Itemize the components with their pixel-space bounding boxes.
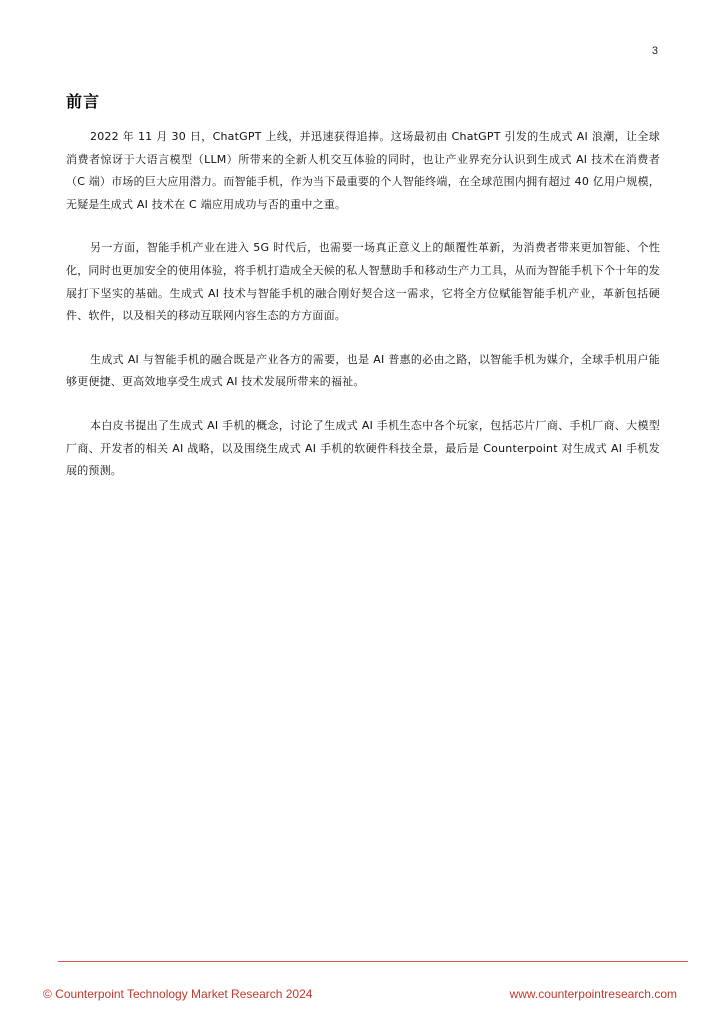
- paragraph-2: 另一方面，智能手机产业在进入 5G 时代后，也需要一场真正意义上的颠覆性革新，为消费者带来更加智能、个性化，同时也更加安全的使用体验，将手机打造成全天候的私人智慧助手和移动生产力工具，从而为智能手机下个十年的发展打下坚实的基础。生成式 AI 技术与智能手机的融合刚好契合这一需求，它将全方位赋能智能手机产业，革新包括硬件、软件，以及相关的移动互联网内容生态的方方面面。: [66, 241, 660, 323]
- footer-divider: [58, 961, 688, 962]
- page-number: 3: [651, 45, 658, 57]
- section-title: 前言: [66, 92, 101, 111]
- footer-copyright: © Counterpoint Technology Market Research 2024: [43, 987, 313, 1001]
- body-text: [66, 126, 660, 504]
- paragraph-3: 生成式 AI 与智能手机的融合既是产业各方的需要，也是 AI 普惠的必由之路，以智能手机为媒介，全球手机用户能够更便捷、更高效地享受生成式 AI 技术发展所带来的福祉。: [66, 352, 660, 389]
- paragraph-1: 2022 年 11 月 30 日，ChatGPT 上线，并迅速获得追捧。这场最初由 ChatGPT 引发的生成式 AI 浪潮，让全球消费者惊讶于大语言模型（LLM）所带来的全新人机交互体验的同时，也让产业界充分认识到生成式 AI 技术在消费者（C 端）市场的巨大应用潜力。而智能手机，作为当下最重要的个人智能终端，在全球范围内拥有超过 40 亿用户规模，无疑是生成式 AI 技术在 C 端应用成功与否的重中之重。: [66, 130, 660, 211]
- footer-website-link[interactable]: www.counterpointresearch.com: [509, 987, 677, 1001]
- paragraph-4: 本白皮书提出了生成式 AI 手机的概念，讨论了生成式 AI 手机生态中各个玩家，包括芯片厂商、手机厂商、大模型厂商、开发者的相关 AI 战略，以及围绕生成式 AI 手机的软硬件科技全景，最后是 Counterpoint 对生成式 AI 手机发展的预测。: [66, 418, 660, 478]
